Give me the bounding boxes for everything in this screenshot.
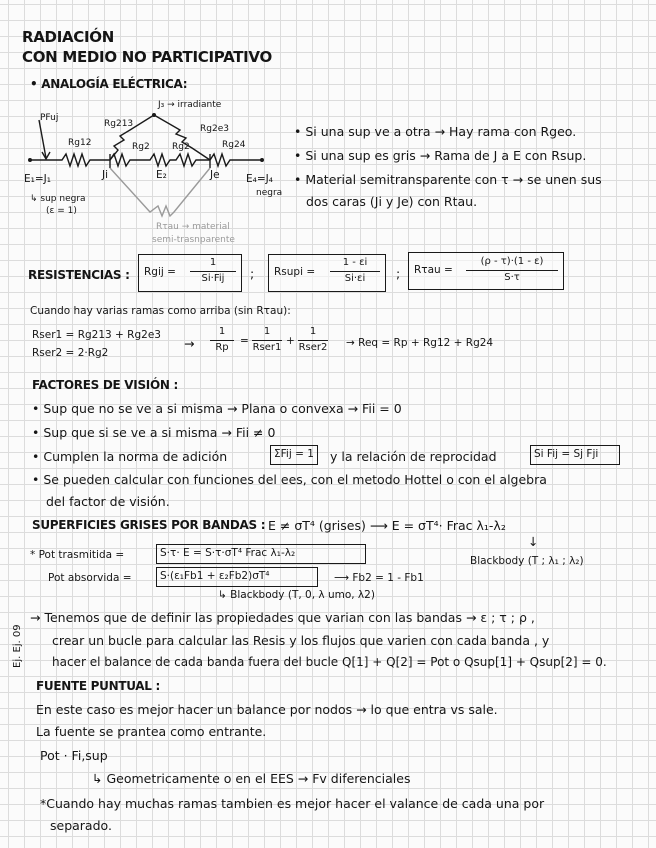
reciprocidad-formula: Si Fij = Sj Fji [534,448,599,460]
diagram-rg13-label: Rg213 [104,119,134,129]
puntual-line-6: separado. [50,818,112,833]
diagram-rg2b-label: Rg2 [172,142,190,152]
rsup-denominator: Si·εi [344,273,366,284]
rgij-denominator: Si·Fij [201,273,225,284]
analogy-bullet-1: • Si una sup ve a otra → Hay rama con Rgeo. [294,124,577,139]
resistencias-heading: RESISTENCIAS : [28,268,130,282]
puntual-line-2: La fuente se prantea como entrante. [36,724,267,739]
diagram-rg23-label: Rg2e3 [200,124,229,134]
analogy-bullet-3: • Material semitransparente con τ → se unen sus [294,172,602,187]
diagram-negra-label: negra [256,188,283,198]
title-line-2: CON MEDIO NO PARTICIPATIVO [22,48,272,66]
rsup-fraction-line [330,271,380,272]
pot-absorvida-label: Pot absorvida = [48,572,132,584]
rtau-numerator: (ρ - τ)·(1 - ε) [480,256,544,267]
separator-2: ; [396,266,401,281]
title-line-1: RADIACIÓN [22,28,114,46]
separator-1: ; [250,266,255,281]
rsup-numerator: 1 - εi [342,257,368,268]
pot-absorvida-formula: S·(ε₁Fb1 + ε₂Fb2)σT⁴ [160,570,270,582]
factores-line-2: • Sup que si se ve a si misma → Fii ≠ 0 [32,425,276,440]
diagram-pfuj-label: PFuj [40,113,59,123]
side-note-ejemplo: Ej. Ej. 09 [12,624,23,668]
pot-absorvida-blackbody: ↳ Blackbody (T, 0, λ umo, λ2) [218,589,375,601]
rser2-numerator: 1 [309,326,317,337]
rgij-fraction-line [190,271,236,272]
rser1-numerator: 1 [263,326,271,337]
rtau-fraction-line [466,270,558,271]
factores-line-4: • Se pueden calcular con funciones del ees, con el metodo Hottel o con el algebra [32,472,547,487]
analogy-heading: • ANALOGÍA ELÉCTRICA: [30,77,188,91]
rser2-denominator: Rser2 [298,342,328,353]
diagram-rtau-label-2: semi-trasnparente [152,235,235,245]
rser2-formula: Rser2 = 2·Rg2 [32,347,109,359]
ramas-intro: Cuando hay varias ramas como arriba (sin Rτau): [30,305,291,317]
diagram-je-label: Je [210,169,220,181]
pot-trasmitida-formula: S·τ· E = S·τ·σT⁴ Frac λ₁-λ₂ [160,547,296,559]
factores-line-3a: • Cumplen la norma de adición [32,449,228,464]
rser2-fraction-line [298,340,328,341]
grises-eq-1: E ≠ σT⁴ (grises) ⟶ E = σT⁴· Frac λ₁-λ₂ [268,518,506,533]
pot-absorvida-arrow: ⟶ Fb2 = 1 - Fb1 [334,572,424,584]
diagram-eps1-label: (ε = 1) [46,206,77,216]
factores-heading: FACTORES DE VISIÓN : [32,378,178,392]
diagram-supnegra-label: ↳ sup negra [30,194,86,204]
puntual-heading: FUENTE PUNTUAL : [36,679,160,693]
grises-heading: SUPERFICIES GRISES POR BANDAS : [32,518,266,532]
diagram-e4-label: E₄=J₄ [246,173,273,185]
rsup-label: Rsupi = [274,266,316,278]
rp-numerator: 1 [218,326,226,337]
rtau-label: Rτau = [414,264,453,276]
diagram-e1-label: E₁=J₁ [24,173,51,185]
rp-equals: = [240,335,249,347]
diagram-e2-label: E₂ [156,169,167,181]
diagram-j3-label: J₃ → irradiante [158,100,222,110]
rp-fraction-line [210,340,234,341]
analogy-bullet-2: • Si una sup es gris → Rama de J a E con Rsup. [294,148,587,163]
diagram-rtau-label-1: Rτau → material [156,222,230,232]
diagram-rg12-label: Rg12 [68,138,92,148]
factores-line-5: del factor de visión. [46,494,170,509]
analogy-bullet-4: dos caras (Ji y Je) con Rtau. [306,194,478,209]
grises-text-3: hacer el balance de cada banda fuera del bucle Q[1] + Q[2] = Pot o Qsup[1] + Qsup[2] = 0. [52,655,607,669]
rser1-denominator: Rser1 [252,342,282,353]
rp-denominator: Rp [215,342,229,353]
rgij-numerator: 1 [209,257,217,268]
rser1-formula: Rser1 = Rg213 + Rg2e3 [32,329,161,341]
grises-text-1: → Tenemos que de definir las propiedades que varian con las bandas → ε ; τ ; ρ , [30,610,535,625]
rser1-fraction-line [252,340,282,341]
rgij-label: Rgij = [144,266,176,278]
puntual-line-5: *Cuando hay muchas ramas tambien es mejor hacer el valance de cada una por [40,796,545,811]
ramas-arrow: → [184,336,195,351]
grises-text-2: crear un bucle para calcular las Resis y los flujos que varien con cada banda , y [52,633,550,648]
puntual-line-1: En este caso es mejor hacer un balance por nodos → lo que entra vs sale. [36,702,498,717]
rp-plus: + [286,335,295,347]
factores-line-1: • Sup que no se ve a si misma → Plana o convexa → Fii = 0 [32,401,402,416]
req-formula: → Req = Rp + Rg12 + Rg24 [346,337,494,349]
puntual-line-4: ↳ Geometricamente o en el EES → Fv diferenciales [92,771,411,786]
puntual-line-3: Pot · Fi,sup [40,748,108,763]
grises-down-arrow: ↓ [528,534,539,549]
rtau-denominator: S·τ [504,272,520,283]
grises-blackbody: Blackbody (T ; λ₁ ; λ₂) [470,555,584,567]
pot-trasmitida-label: * Pot trasmitida = [30,549,125,561]
factores-line-3b: y la relación de reprocidad [330,449,497,464]
adicion-formula: ΣFij = 1 [274,448,314,460]
diagram-rg2a-label: Rg2 [132,142,150,152]
diagram-ji-label: Ji [102,169,109,181]
diagram-rg24-label: Rg24 [222,140,246,150]
